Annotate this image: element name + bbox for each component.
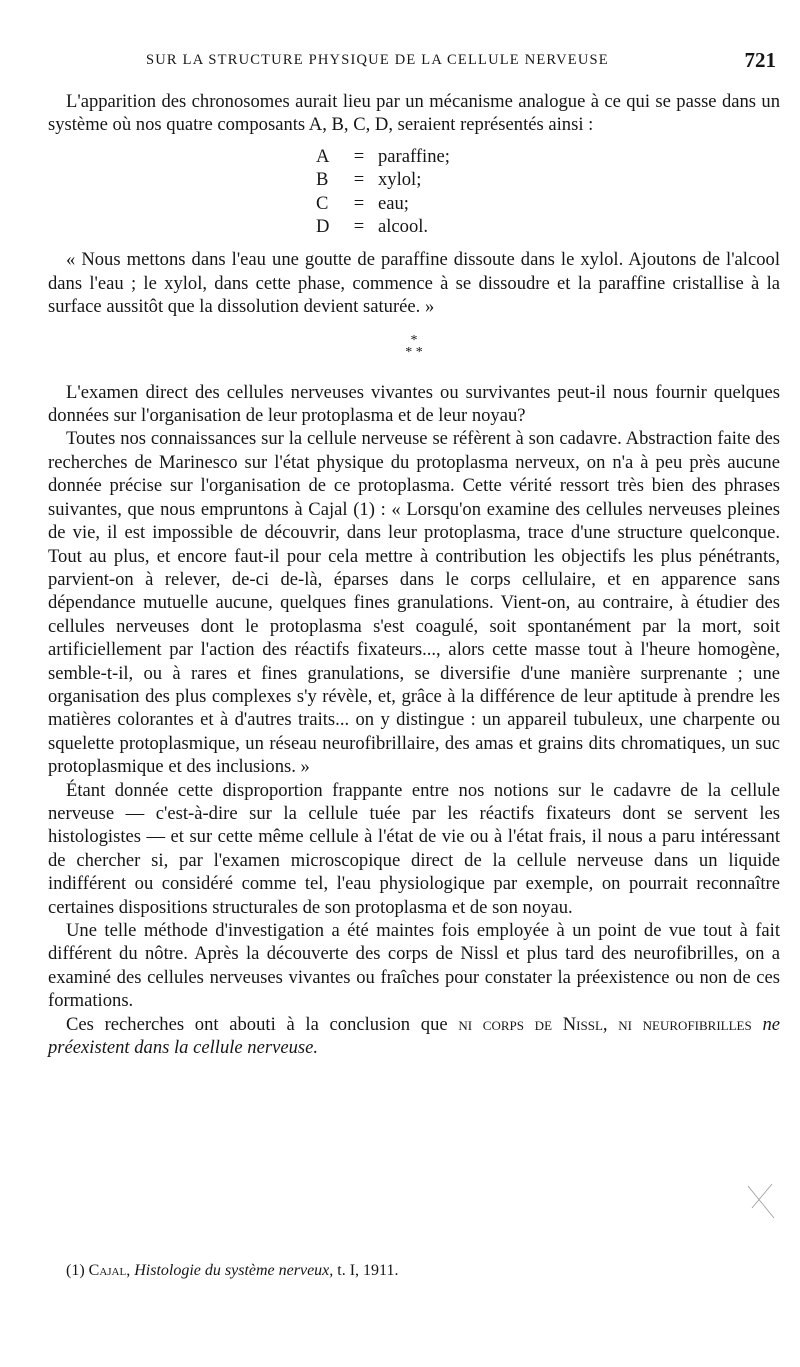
paragraph-cajal-quote: Toutes nos connaissances sur la cellule nerveuse se réfèrent à son cadavre. Abstraction faite des recherches de Marinesco sur l'état physique du protoplasma nerveux, on n'a à peu près aucune donnée précise sur l'organisation de ce protoplasma. Cette vérité ressort très bien des phrases suivantes, que nous empruntons à Cajal (1) : « Lorsqu'on examine des cellules nerveuses pleines de vie, il est impossible de découvrir, dans leur protoplasma, trace d'une structure quelconque. Tout au plus, et encore faut-il pour cela mettre à contribution les objectifs les plus pénétrants, parvient-on à relever, de-ci de-là, éparses dans le corps cellulaire, et en apparence sans dépendance mutuelle aucune, quelques fines granulations. Vient-on, au contraire, à étudier des cellules nerveuses dont le protoplasma s'est coagulé, soit spontanément par la mort, soit artificiellement par l'action des réactifs fixateurs..., alors cette masse tout à l'heure homogène, semble-t-il, ou à rares et fines granulations, se diversifie d'une manière surprenante ; une organisation des plus complexes s'y révèle, et, grâce à la différence de leur aptitude à prendre les matières colorantes et à d'autres traits... on y distingue : un appareil tubuleux, une charpente ou squelette protoplasmique, un réseau neurofibrillaire, des amas et grains dits chromatiques, un suc protoplasmique et des inclusions. » <box>48 428 780 778</box>
emphasis-smallcaps: ni corps de Nissl, ni neurofibrilles <box>458 1013 752 1035</box>
paragraph-method: Une telle méthode d'investigation a été maintes fois employée à un point de vue tout à fait différent du nôtre. Après la découverte des corps de Nissl et plus tard des neurofibrilles, on a examiné des cellules nerveuses vivantes ou fraîches pour constater la préexistence ou non de ces formations. <box>48 920 780 1012</box>
body-text <box>48 90 780 1059</box>
formula-row-a: A = paraffine; <box>316 145 450 167</box>
running-head: SUR LA STRUCTURE PHYSIQUE DE LA CELLULE NERVEUSE <box>146 52 609 68</box>
component-formula <box>316 145 780 239</box>
page-header <box>48 40 780 80</box>
paragraph-question: L'examen direct des cellules nerveuses vivantes ou survivantes peut-il nous fournir quelques données sur l'organisation de leur protoplasma et de leur noyau? <box>48 381 780 427</box>
formula-row-b: B = xylol; <box>316 169 422 191</box>
formula-row-c: C = eau; <box>316 192 409 214</box>
page-number: 721 <box>744 48 776 72</box>
footnote-marker: (1) <box>66 1262 85 1279</box>
scan-stroke-mark <box>746 1178 786 1228</box>
paragraph-disproportion: Étant donnée cette disproportion frappante entre nos notions sur le cadavre de la cellule nerveuse — c'est-à-dire sur la cellule tuée par les réactifs fixateurs dont se servent les histologistes — et sur cette même cellule à l'état de vie ou à l'état frais, il nous a paru intéressant de chercher si, par l'examen microscopique direct de la cellule nerveuse dans un liquide indifférent ou considéré comme tel, l'eau physiologique par exemple, on pourrait reconnaître certaines dispositions structurales de son protoplasma et de son noyau. <box>48 779 780 918</box>
footnote <box>66 1262 398 1280</box>
paragraph-intro: L'apparition des chronosomes aurait lieu par un mécanisme analogue à ce qui se passe dans un système où nos quatre composants A, B, C, D, seraient représentés ainsi : <box>48 91 780 136</box>
asterism-bottom: * * <box>405 344 423 360</box>
paragraph-experiment-quote: « Nous mettons dans l'eau une goutte de paraffine dissoute dans le xylol. Ajoutons de l'alcool dans l'eau ; le xylol, dans cette phase, commence à se dissoudre et la paraffine cristallise à la surface aussitôt que la dissolution devient saturée. » <box>48 249 780 318</box>
footnote-title: Histologie du système nerveux, <box>134 1262 334 1279</box>
formula-row-d: D = alcool. <box>316 216 429 238</box>
emphasis-italic: ne préexistent dans la cellule nerveuse. <box>48 1013 780 1059</box>
asterism-top: * <box>410 332 418 348</box>
footnote-ref: t. I, 1911. <box>337 1262 399 1279</box>
paragraph-conclusion: Ces recherches ont abouti à la conclusion que ni corps de Nissl, ni neurofibrilles ne préexistent dans la cellule nerveuse. <box>48 1013 780 1059</box>
footnote-author: Cajal, <box>88 1262 131 1279</box>
section-asterism <box>48 332 780 360</box>
